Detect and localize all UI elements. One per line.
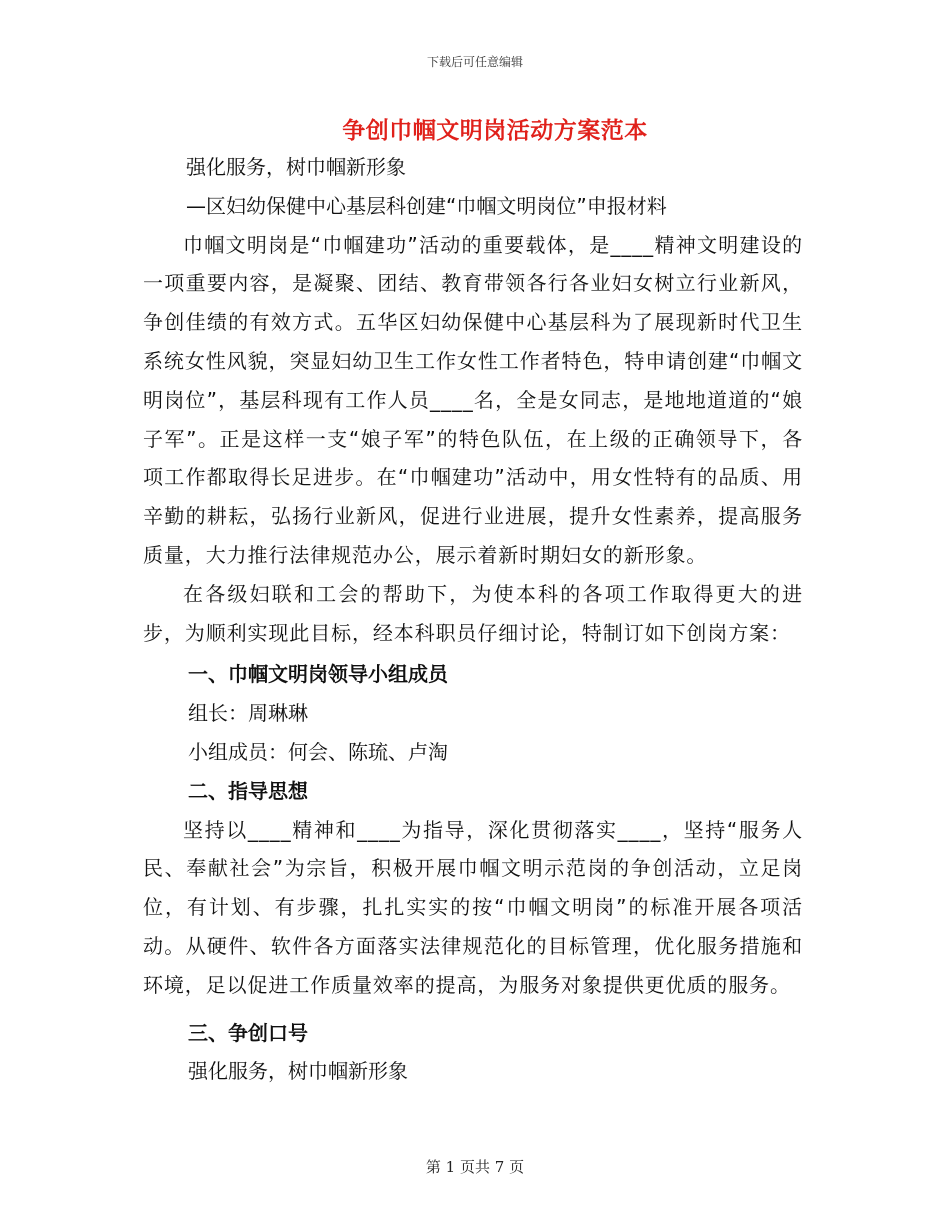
subtitle-declaration: —区妇幼保健中心基层科创建“巾帼文明岗位”申报材料 [186,193,667,218]
intro-paragraph: 巾帼文明岗是“巾帼建功”活动的重要载体，是____精神文明建设的一项重要内容，是凝聚、团结、教育带领各行各业妇女树立行业新风，争创佳绩的有效方式。五华区妇幼保健中心基层科为了展现新时代卫生系统女性风貌，突显妇幼卫生工作女性工作者特色，特申请创建“巾帼文明岗位”，基层科现有工作人员____名，全是女同志，是地地道道的“娘子军”。正是这样一支“娘子军”的特色队伍，在上级的正确领导下，各项工作都取得长足进步。在“巾帼建功”活动中，用女性特有的品质、用辛勤的耕耘，弘扬行业新风，促进行业进展，提升女性素养，提高服务质量，大力推行法律规范办公，展示着新时期妇女的新形象。 [143,232,803,567]
group-leader: 组长：周琳琳 [188,701,308,726]
purpose-paragraph: 在各级妇联和工会的帮助下，为使本科的各项工作取得更大的进步，为顺利实现此目标，经本科职员仔细讨论，特制订如下创岗方案： [143,581,803,645]
section-heading-leadership: 一、巾帼文明岗领导小组成员 [188,662,448,687]
document-title: 争创巾帼文明岗活动方案范本 [342,118,648,144]
group-members: 小组成员：何会、陈琉、卢淘 [188,739,448,764]
document-body [143,148,803,1091]
page-footer-number: 第 1 页共 7 页 [425,1158,525,1176]
page-header-note: 下载后可任意编辑 [426,55,523,69]
subtitle-slogan: 强化服务，树巾帼新形象 [186,155,406,179]
section-heading-slogan: 三、争创口号 [188,1020,308,1045]
section-heading-guiding-thought: 二、指导思想 [188,778,308,803]
slogan-text: 强化服务，树巾帼新形象 [188,1059,408,1084]
guiding-thought-paragraph: 坚持以____精神和____为指导，深化贯彻落实____，坚持“服务人民、奉献社会”为宗旨，积极开展巾帼文明示范岗的争创活动，立足岗位，有计划、有步骤，扎扎实实的按“巾帼文明岗”的标准开展各项活动。从硬件、软件各方面落实法律规范化的目标管理，优化服务措施和环境，足以促进工作质量效率的提高，为服务对象提供更优质的服务。 [143,817,803,997]
